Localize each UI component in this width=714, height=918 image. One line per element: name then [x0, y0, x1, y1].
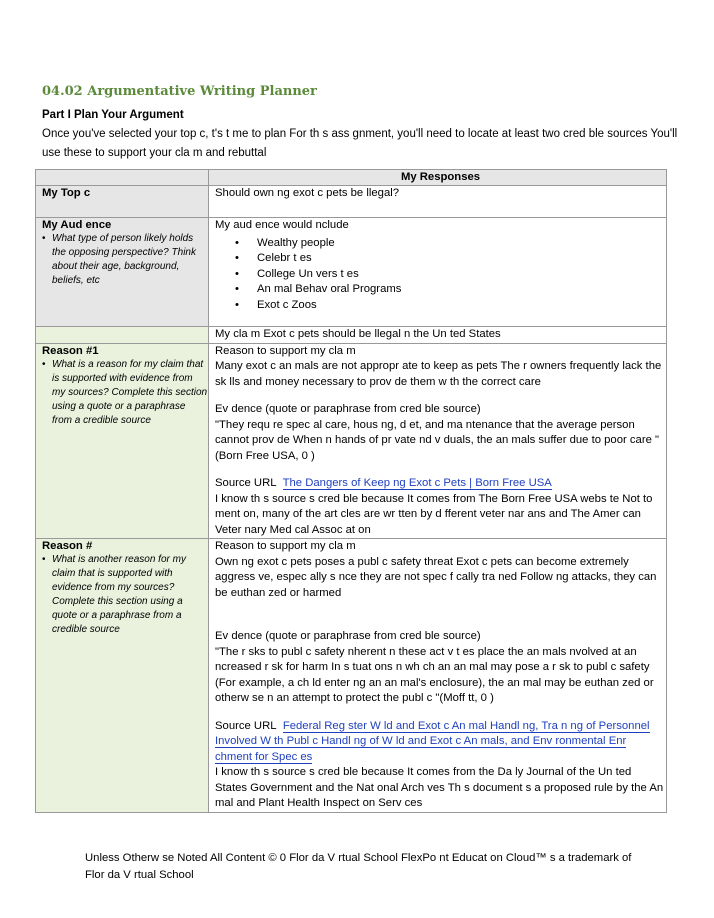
planner-table: [35, 169, 667, 813]
reason2-hint: • What is another reason for my claim that is supported with evidence from my sources? Complete this section using a quote or a paraphrase from a credible source: [42, 553, 208, 637]
list-item: • College Un vers t es: [235, 267, 666, 283]
list-item: • Exot c Zoos: [235, 298, 666, 314]
reason2-text: Own ng exot c pets poses a publ c safety threat Exot c pets can become extremely aggress ve, espec ally s nce they are not spec f cally tra ned Follow ng attacks, they can be euthan zed or harmed: [215, 555, 657, 599]
reason2-source: [215, 719, 666, 766]
audience-response-cell[interactable]: [209, 218, 667, 327]
reason1-hint-list: [42, 358, 208, 428]
reason2-hint-list: [42, 553, 208, 637]
audience-label: My Aud ence: [42, 219, 112, 231]
list-item: • Wealthy people: [235, 236, 666, 252]
claim-label-cell: [36, 327, 209, 344]
reason1-evidence: "They requ re spec al care, hous ng, d et, and ma ntenance that the average person cannot prov de When n hands of pr vate nd v duals, the an mals suffer due to poor care " (Born Free USA, 0 ): [215, 418, 660, 462]
reason2-credibility: I know th s source s cred ble because It comes from the Da ly Journal of the Un ted States Government and the Nat onal Arch ves Th s document s a proposed rule by the An mal and Plant Health Inspect on Serv ces: [215, 766, 664, 809]
audience-list: [215, 236, 666, 314]
topic-response: Should own ng exot c pets be llegal?: [215, 187, 400, 199]
list-item: • Celebr t es: [235, 251, 666, 267]
topic-response-cell[interactable]: [209, 186, 667, 218]
list-item: • An mal Behav oral Programs: [235, 282, 666, 298]
audience-hint-list: [42, 232, 208, 288]
reason1-label-cell: [36, 343, 209, 539]
reason2-heading: Reason to support my cla m: [215, 540, 356, 552]
topic-label: My Top c: [42, 187, 91, 199]
reason2-evidence: "The r sks to publ c safety nherent n these act v t es place the an mals nvolved at an ncreased r sk for harm In s tuat ons n wh ch an an mal may pose a r sk to publ c safety (For example, a ch ld enter ng an an mal's enclosure), the an mal may be euthan zed or otherw se n an attempt to protect the publ c "(Moff tt, 0 ): [215, 645, 654, 704]
claim-response-cell[interactable]: [209, 327, 667, 344]
reason1-source-label: Source URL: [215, 477, 277, 489]
audience-label-cell: [36, 218, 209, 327]
reason2-source-label: Source URL: [215, 719, 277, 732]
topic-row: [36, 186, 667, 218]
audience-intro: My aud ence would nclude: [215, 219, 349, 231]
reason1-heading: Reason to support my cla m: [215, 344, 356, 357]
intro-paragraph: Once you've selected your top c, t's t me to plan For th s ass gnment, you'll need to locate at least two cred ble sources You'll use these to support your cla m and rebuttal: [42, 128, 678, 159]
document-title: 04.02 Argumentative Writing Planner: [42, 84, 317, 99]
reason2-row: [36, 539, 667, 813]
audience-hint: • What type of person likely holds the opposing perspective? Think about their age, background, beliefs, etc: [42, 232, 208, 288]
reason1-label: Reason #1: [42, 344, 99, 357]
reason1-response-cell[interactable]: [209, 343, 667, 539]
header-empty-cell: [36, 170, 209, 186]
reason2-label: Reason #: [42, 540, 93, 552]
part-heading: Part I Plan Your Argument: [42, 109, 184, 121]
reason1-source: [215, 476, 666, 492]
reason1-row: [36, 343, 667, 539]
audience-row: [36, 218, 667, 327]
reason1-text: Many exot c an mals are not appropr ate to keep as pets The r owners frequently lack the sk lls and money necessary to prov de them w th the correct care: [215, 360, 662, 388]
reason2-source-link[interactable]: Federal Reg ster W ld and Exot c An mal Handl ng, Tra n ng of Personnel Involved W th Publ c Handl ng of W ld and Exot c An mals, and Env ronmental Enr chment for Spec es: [215, 719, 650, 763]
footer-copyright: Unless Otherw se Noted All Content © 0 Flor da V rtual School FlexPo nt Educat on Cloud™ s a trademark of Flor da V rtual School: [85, 852, 632, 881]
reason2-evidence-label: Ev dence (quote or paraphrase from cred ble source): [215, 630, 481, 642]
claim-row: [36, 327, 667, 344]
reason2-response-cell[interactable]: [209, 539, 667, 813]
topic-label-cell: [36, 186, 209, 218]
header-my-responses: My Responses: [209, 170, 667, 186]
claim-response: My cla m Exot c pets should be llegal n the Un ted States: [215, 328, 501, 340]
reason1-hint: • What is a reason for my claim that is supported with evidence from my sources? Complete this section using a quote or a paraphrase from a credible source: [42, 358, 208, 428]
reason2-label-cell: [36, 539, 209, 813]
reason1-evidence-label: Ev dence (quote or paraphrase from cred ble source): [215, 403, 481, 415]
reason1-source-link[interactable]: The Dangers of Keep ng Exot c Pets | Born Free USA: [282, 477, 552, 489]
reason1-credibility: I know th s source s cred ble because It comes from The Born Free USA webs te Not to ment on, many of the art cles are wr tten by d fferent veter nar ans and The Amer can Veter nary Med cal Assoc at on: [215, 492, 653, 536]
table-header-row: [36, 170, 667, 186]
